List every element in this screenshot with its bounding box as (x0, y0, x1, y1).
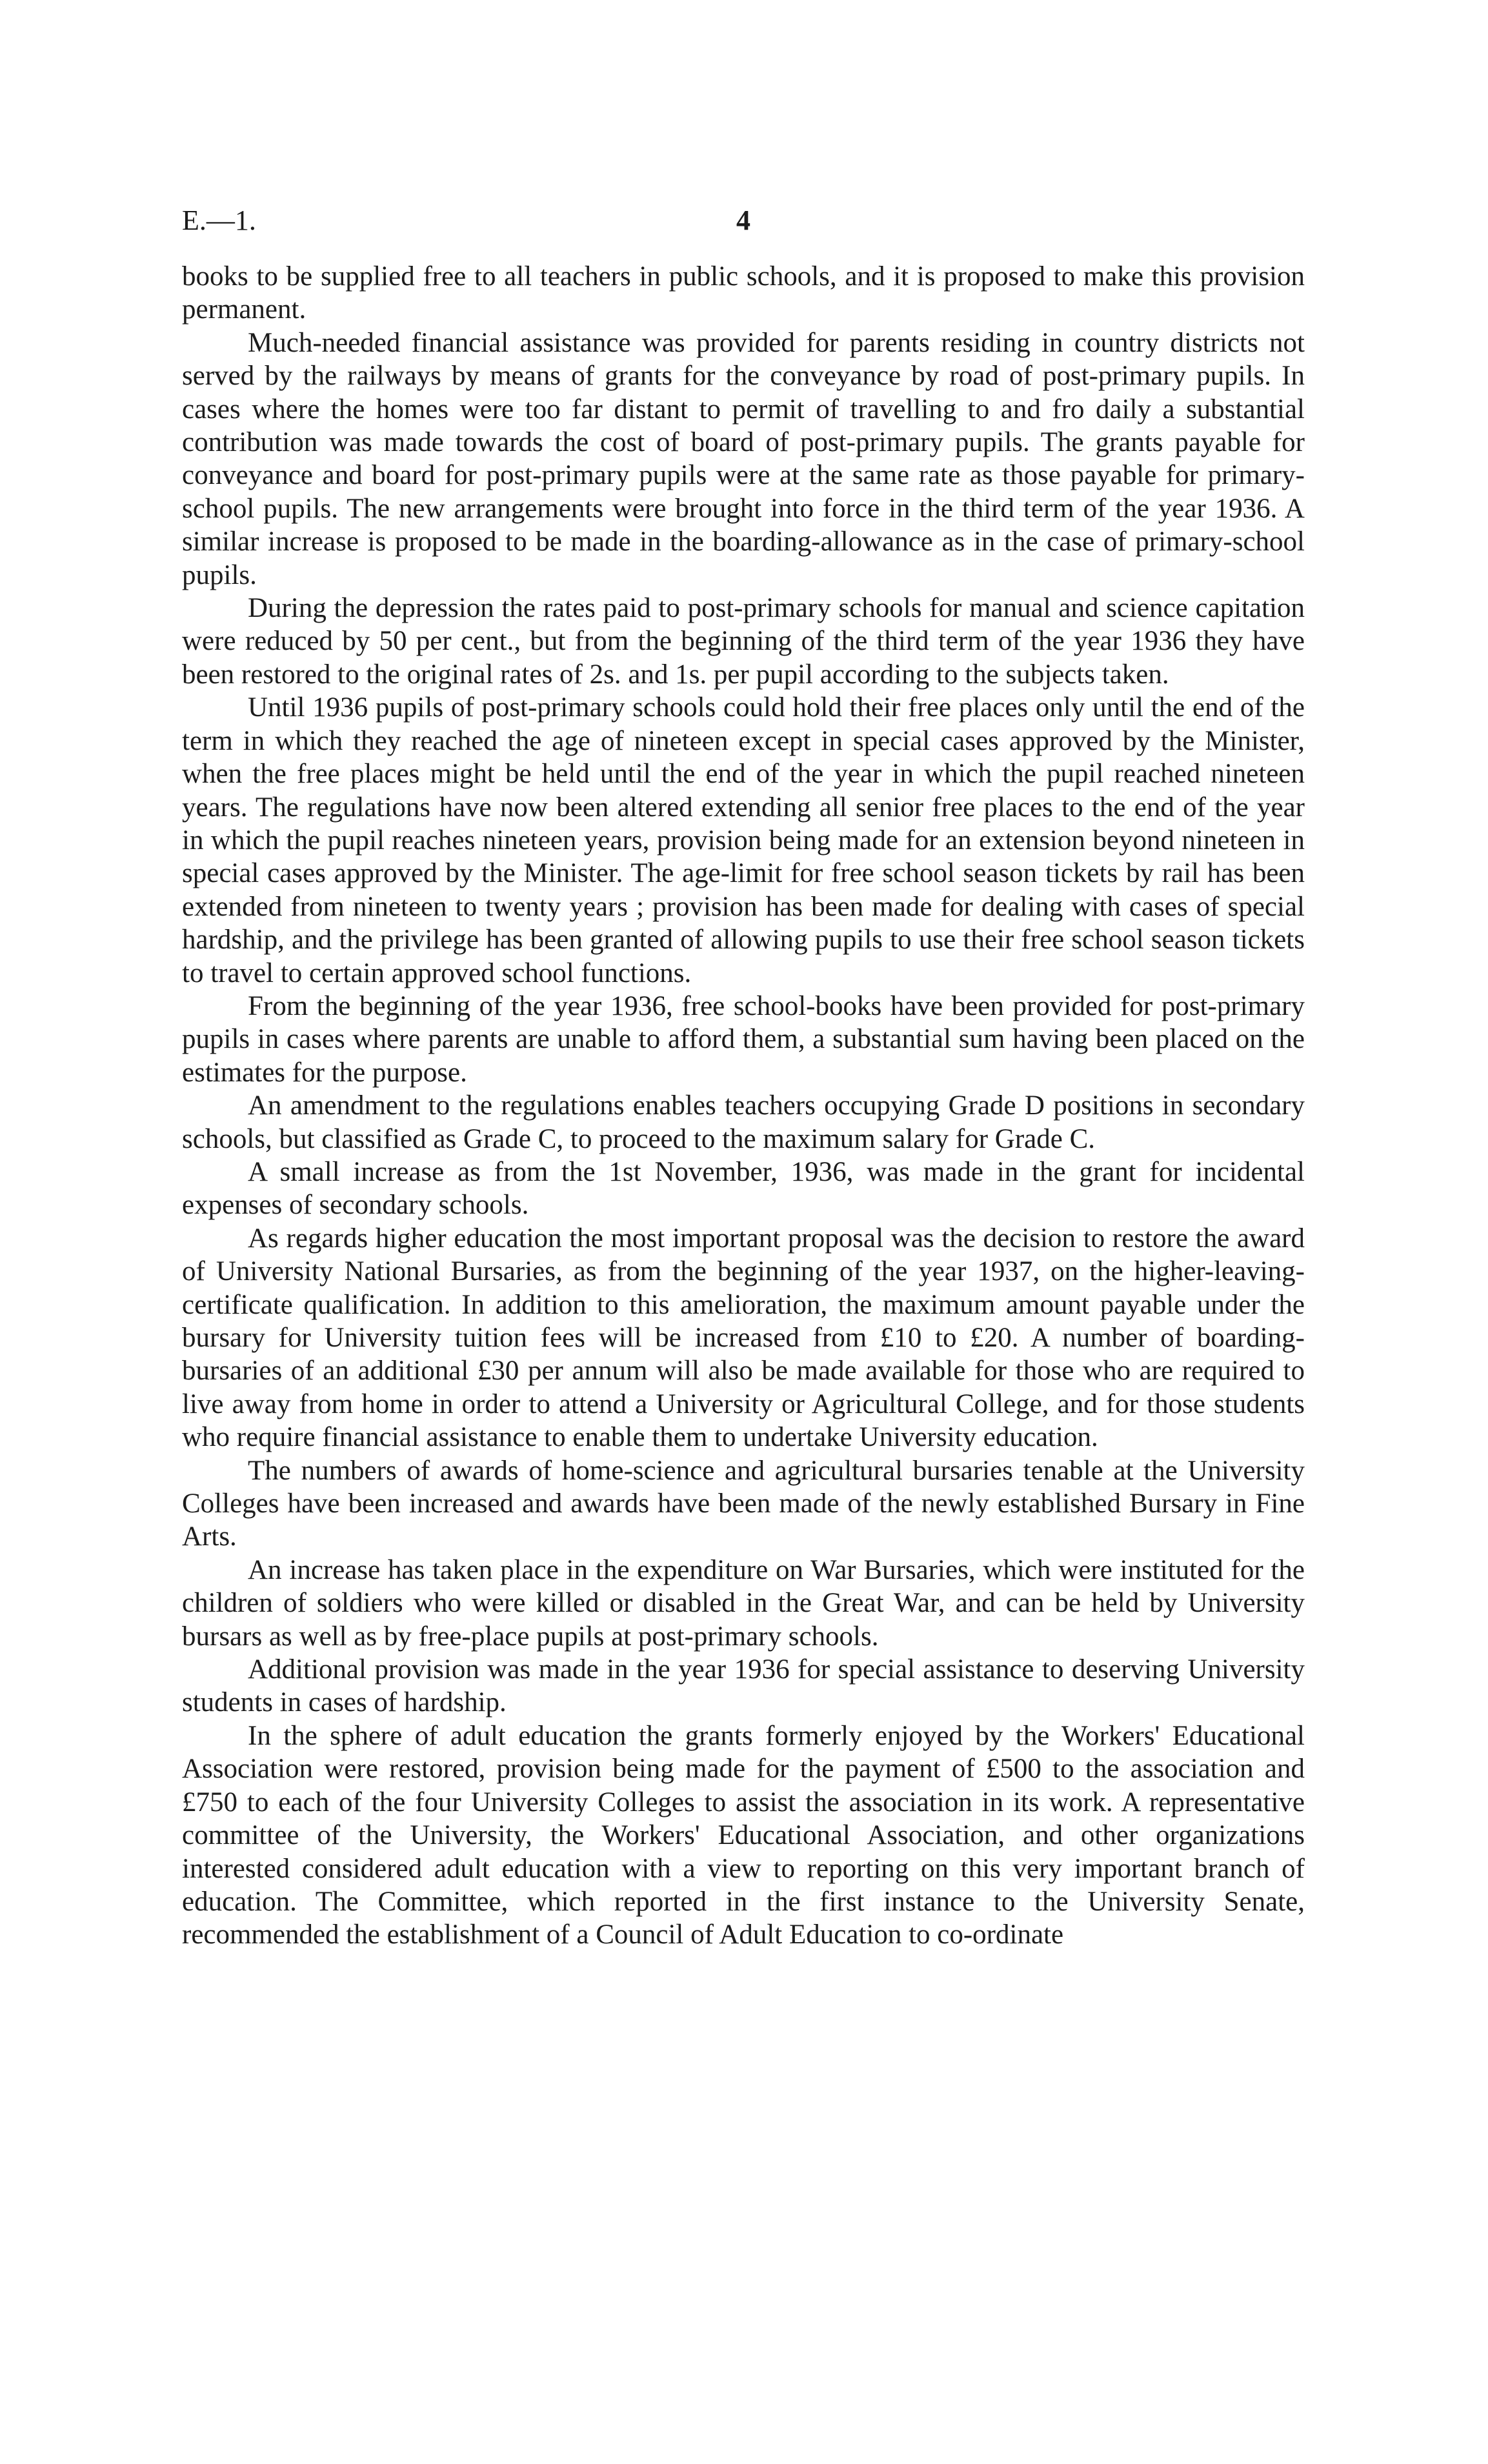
page-number: 4 (736, 205, 750, 236)
page-header (182, 201, 1305, 240)
paragraph-war-bursaries: An increase has taken place in the expenditure on War Bursaries, which were instituted for the children of soldiers who were killed or disabled in the Great War, and can be held by University bursars as well as by free-place pupils at post-primary schools. (182, 1554, 1305, 1652)
paragraph-incidental-expenses: A small increase as from the 1st November, 1936, was made in the grant for incidental expenses of secondary schools. (182, 1156, 1305, 1221)
paragraph-conveyance-grants: Much-needed financial assistance was provided for parents residing in country districts not served by the railways by means of grants for the conveyance by road of post-primary pupils. In cases where the homes were too far distant to permit of travelling to and fro daily a substantial contribution was made towards the cost of board of post-primary pupils. The grants payable for conveyance and board for post-primary pupils were at the same rate as those payable for primary-school pupils. The new arrangements were brought into force in the third term of the year 1936. A similar increase is proposed to be made in the boarding-allowance as in the case of primary-school pupils. (182, 327, 1305, 590)
paragraph-adult-education: In the sphere of adult education the grants formerly enjoyed by the Workers' Educational Association were restored, provision being made for the payment of £500 to the association and £750 to each of the four University Colleges to assist the association in its work. A representative committee of the University, the Workers' Educational Association, and other organizations interested considered adult education with a view to reporting on this very important branch of education. The Committee, which reported in the first instance to the University Senate, recommended the establishment of a Council of Adult Education to co-ordinate (182, 1720, 1305, 1950)
body-text (182, 260, 1305, 1952)
paragraph-grade-amendment: An amendment to the regulations enables teachers occupying Grade D positions in secondary schools, but classified as Grade C, to proceed to the maximum salary for Grade C. (182, 1090, 1305, 1154)
paragraph-free-school-books: From the beginning of the year 1936, free school-books have been provided for post-primary pupils in cases where parents are unable to afford them, a substantial sum having been placed on the estimates for the purpose. (182, 990, 1305, 1088)
paragraph-bursary-awards: The numbers of awards of home-science and agricultural bursaries tenable at the University Colleges have been increased and awards have been made of the newly established Bursary in Fine Arts. (182, 1455, 1305, 1552)
paragraph-capitation-rates: During the depression the rates paid to post-primary schools for manual and science capitation were reduced by 50 per cent., but from the beginning of the third term of the year 1936 they have been restored to the original rates of 2s. and 1s. per pupil according to the subjects taken. (182, 593, 1305, 690)
document-reference: E.—1. (182, 205, 256, 236)
paragraph-hardship-assistance: Additional provision was made in the year 1936 for special assistance to deserving University students in cases of hardship. (182, 1654, 1305, 1718)
paragraph-free-places: Until 1936 pupils of post-primary schools could hold their free places only until the end of the term in which they reached the age of nineteen except in special cases approved by the Minister, when the free places might be held until the end of the year in which the pupil reached nineteen years. The regulations have now been altered extending all senior free places to the end of the year in which the pupil reaches nineteen years, provision being made for an extension beyond nineteen in special cases approved by the Minister. The age-limit for free school season tickets by rail has been extended from nineteen to twenty years ; provision has been made for dealing with cases of special hardship, and the privilege has been granted of allowing pupils to use their free school season tickets to travel to certain approved school functions. (182, 692, 1305, 988)
paragraph-higher-education: As regards higher education the most important proposal was the decision to restore the award of University National Bursaries, as from the beginning of the year 1937, on the higher-leaving-certificate qualification. In addition to this amelioration, the maximum amount payable under the bursary for University tuition fees will be increased from £10 to £20. A number of boarding-bursaries of an additional £30 per annum will also be made available for those who are required to live away from home in order to attend a University or Agricultural College, and for those students who require financial assistance to enable them to undertake University education. (182, 1223, 1305, 1453)
paragraph-teacher-books: books to be supplied free to all teachers in public schools, and it is proposed to make this provision permanent. (182, 261, 1305, 325)
